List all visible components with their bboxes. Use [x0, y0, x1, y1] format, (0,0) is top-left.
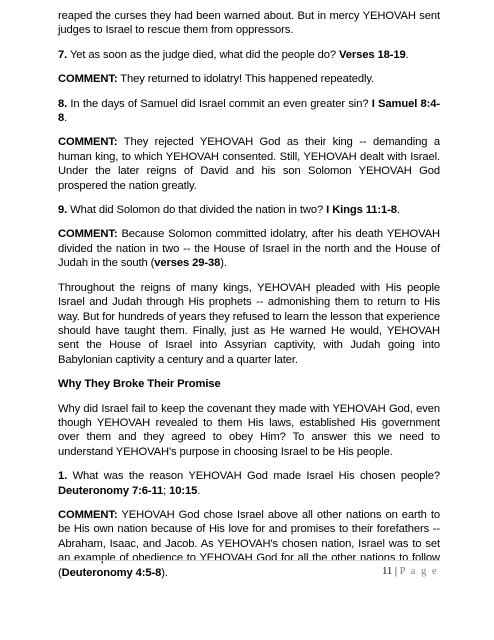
- text-run: What was the reason YEHOVAH God made Israel His chosen people?: [67, 470, 440, 483]
- page-footer: [382, 566, 438, 577]
- bold-text: Deuteronomy 4:5-8: [61, 566, 162, 579]
- text-run: Why did Israel fail to keep the covenant they made with YEHOVAH God, even though YEHOVAH revealed to them His laws, established His government over them and they agreed to obey Him? To answer this we need to understand YEHOVAH's purpose in choosing Israel to be His people.: [58, 402, 440, 458]
- bold-text: COMMENT:: [58, 228, 118, 241]
- bold-text: COMMENT:: [58, 136, 118, 149]
- text-run: ).: [161, 566, 168, 579]
- bold-text: 1.: [58, 470, 68, 483]
- bold-text: I Samuel 8:4-8: [58, 97, 441, 125]
- body-paragraph: [58, 48, 440, 62]
- body-paragraph: [58, 227, 440, 270]
- text-run: They rejected YEHOVAH God as their king -- demanding a human king, to which YEHOVAH consented. Still, YEHOVAH dealt with Israel. Under the later reigns of David and his son Solomon YEHOVAH God prospered the nation greatly.: [58, 136, 440, 192]
- body-paragraph: [58, 203, 440, 217]
- text-run: .: [396, 204, 400, 217]
- bold-text: 7.: [58, 48, 68, 61]
- text-run: ;: [163, 484, 170, 497]
- bold-text: Why They Broke Their Promise: [58, 378, 221, 391]
- body-paragraph: [58, 9, 440, 38]
- text-run: They returned to idolatry! This happened repeatedly.: [117, 73, 375, 86]
- text-run: ).: [220, 257, 227, 270]
- bold-text: 8.: [58, 97, 68, 110]
- bold-text: 9.: [58, 204, 68, 217]
- footer-separator: |: [392, 566, 400, 577]
- body-paragraph: [58, 72, 440, 86]
- bold-text: COMMENT:: [58, 73, 118, 86]
- text-run: .: [64, 112, 68, 125]
- text-run: .: [197, 484, 201, 497]
- bold-text: COMMENT:: [58, 508, 118, 521]
- text-run: Yet as soon as the judge died, what did the people do?: [67, 48, 339, 61]
- text-run: Because Solomon committed idolatry, after his death YEHOVAH divided the nation in two -- the House of Israel in the north and the House of Judah in the south (: [58, 228, 440, 270]
- bold-text: I Kings 11:1-8: [326, 204, 397, 217]
- text-run: In the days of Samuel did Israel commit an even greater sin?: [67, 97, 372, 110]
- body-paragraph: [58, 469, 440, 498]
- text-run: Throughout the reigns of many kings, YEHOVAH pleaded with His people Israel and Judah through His prophets -- admonishing them to return to His way. But for hundreds of years they refused to learn the lesson that experience should have taught them. Finally, just as He warned He would, YEHOVAH sent the House of Israel into Assyrian captivity, with Judah going into Babylonian captivity a century and a quarter later.: [58, 281, 440, 366]
- bold-text: 10:15: [169, 484, 198, 497]
- text-run: .: [405, 48, 409, 61]
- page-label: P a g e: [399, 566, 438, 577]
- bold-text: Deuteronomy 7:6-11: [58, 484, 164, 497]
- text-run: What did Solomon do that divided the nation in two?: [67, 204, 327, 217]
- text-run: reaped the curses they had been warned about. But in mercy YEHOVAH sent judges to Israel to rescue them from oppressors.: [58, 10, 440, 37]
- body-paragraph: [58, 135, 440, 193]
- page-number: 11: [382, 566, 393, 577]
- text-run: YEHOVAH God chose Israel above all other nations on earth to be His own nation because of His love for and promises to their forefathers -- Abraham, Isaac, and Jacob. As YEHOVAH's chosen nation, Israel was to set an example of obedience to YEHOVAH God for all the other nations to follow (: [58, 508, 440, 579]
- footer-divider: [58, 560, 440, 561]
- page-body: [58, 9, 440, 590]
- body-paragraph: [58, 402, 440, 460]
- bold-text: Verses 18-19: [338, 48, 406, 61]
- body-paragraph: [58, 97, 440, 126]
- body-paragraph: [58, 281, 440, 367]
- bold-text: verses 29-38: [154, 257, 221, 270]
- section-heading: [58, 377, 440, 391]
